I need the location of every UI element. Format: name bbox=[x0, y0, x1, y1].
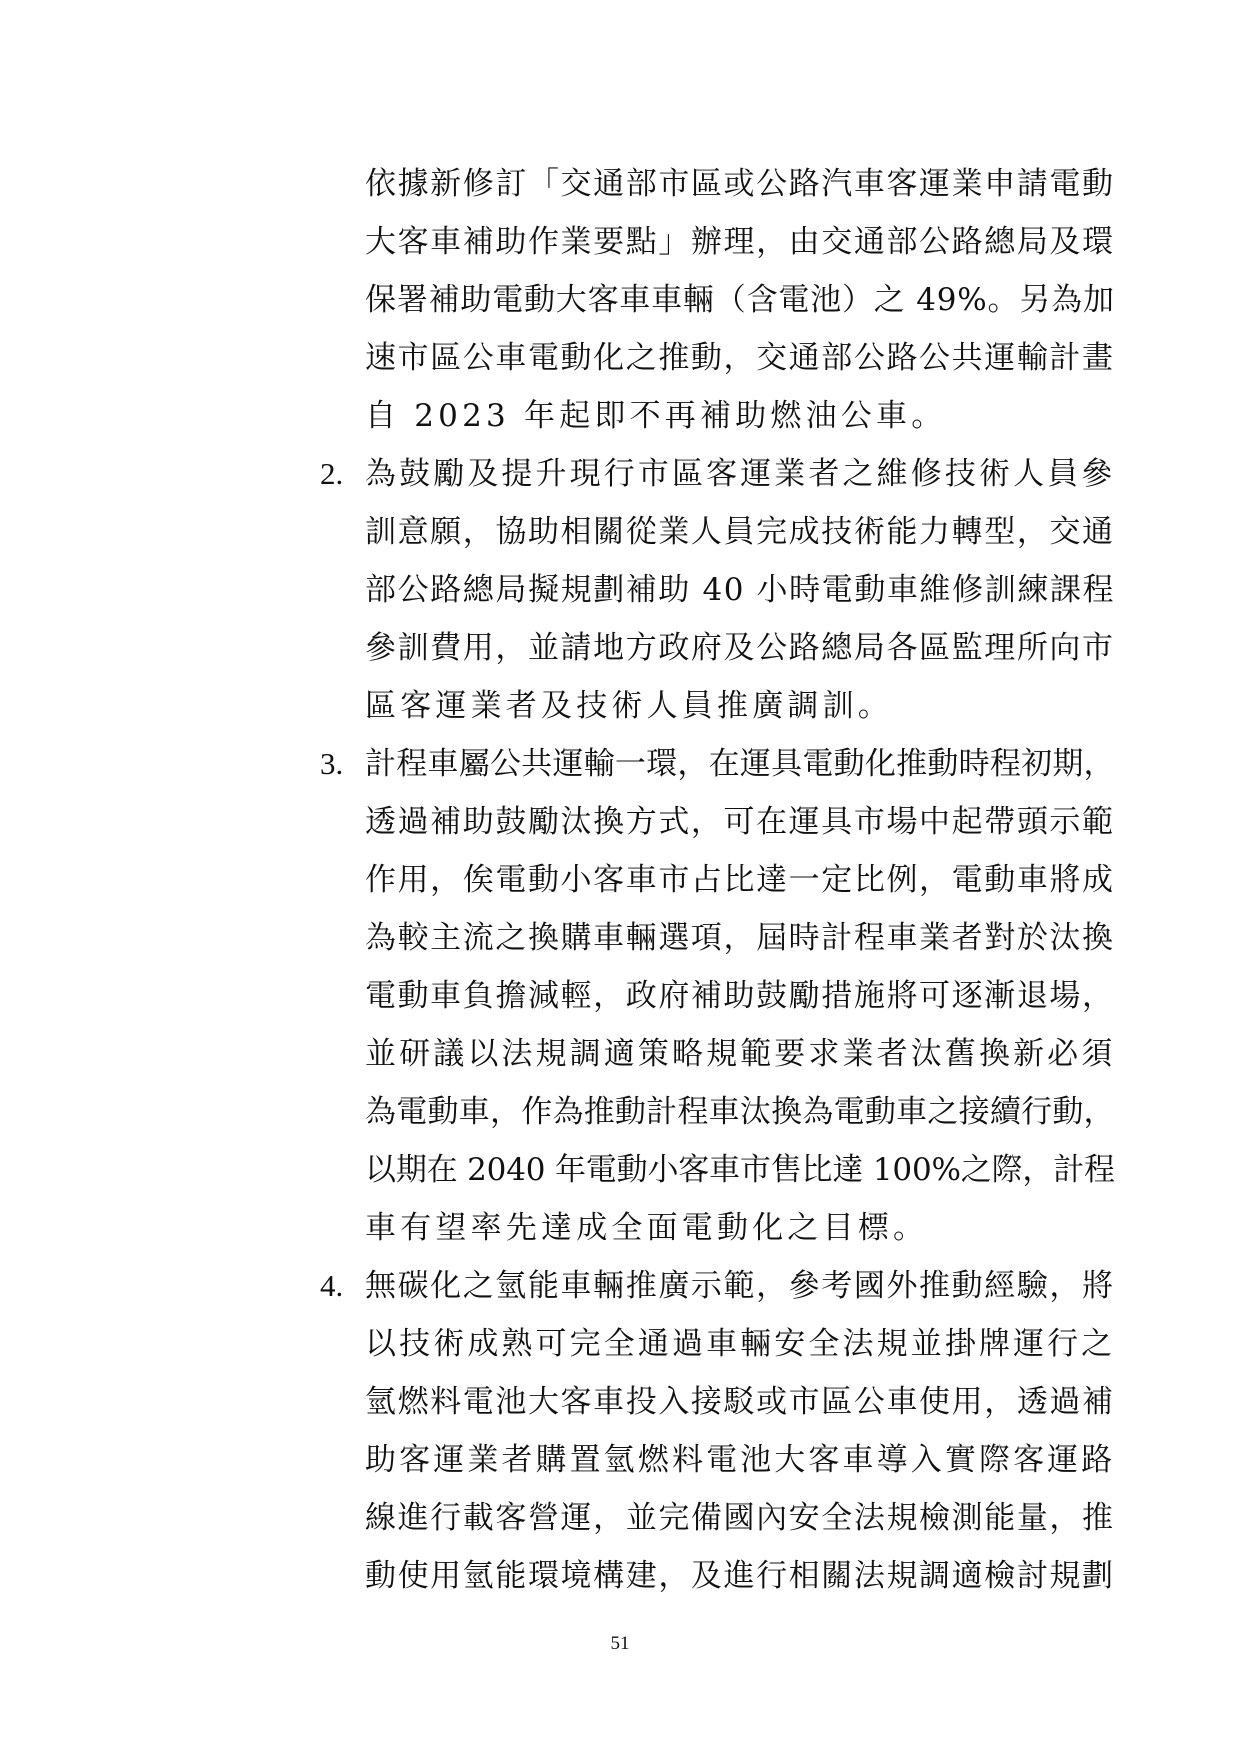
list-item-3-line-8: 以期在 2040 年電動小客車市售比達 100%之際，計程 bbox=[365, 1152, 1115, 1188]
list-item-4-number: 4. bbox=[320, 1268, 344, 1303]
paragraph-1-line-4: 速市區公車電動化之推動，交通部公路公共運輸計畫 bbox=[365, 340, 1115, 376]
list-item-4-line-1: 無碳化之氫能車輛推廣示範，參考國外推動經驗，將 bbox=[365, 1268, 1115, 1304]
page-number: 51 bbox=[610, 1633, 630, 1654]
list-item-2-line-2: 訓意願，協助相關從業人員完成技術能力轉型，交通 bbox=[365, 514, 1115, 550]
list-item-3-line-4: 為較主流之換購車輛選項，屆時計程車業者對於汰換 bbox=[365, 920, 1115, 956]
list-item-4-line-2: 以技術成熟可完全通過車輛安全法規並掛牌運行之 bbox=[365, 1326, 1116, 1362]
list-item-3-line-7: 為電動車，作為推動計程車汰換為電動車之接續行動， bbox=[365, 1094, 1115, 1130]
list-item-3-line-9: 車有望率先達成全面電動化之目標。 bbox=[365, 1210, 929, 1246]
list-item-4-line-6: 動使用氫能環境構建，及進行相關法規調適檢討規劃 bbox=[365, 1558, 1115, 1594]
list-item-2-number: 2. bbox=[320, 456, 344, 491]
list-item-3-line-6: 並研議以法規調適策略規範要求業者汰舊換新必須 bbox=[365, 1036, 1116, 1072]
list-item-4-line-4: 助客運業者購置氫燃料電池大客車導入實際客運路 bbox=[365, 1442, 1116, 1478]
paragraph-1-line-2: 大客車補助作業要點」辦理，由交通部公路總局及環 bbox=[365, 224, 1115, 260]
list-item-3-line-1: 計程車屬公共運輸一環，在運具電動化推動時程初期， bbox=[365, 746, 1115, 782]
list-item-2-line-3: 部公路總局擬規劃補助 40 小時電動車維修訓練課程 bbox=[365, 572, 1116, 608]
list-item-4-line-5: 線進行載客營運，並完備國內安全法規檢測能量，推 bbox=[365, 1500, 1115, 1536]
paragraph-1-line-3: 保署補助電動大客車車輛（含電池）之 49%。另為加 bbox=[365, 282, 1115, 318]
list-item-2-line-4: 參訓費用，並請地方政府及公路總局各區監理所向市 bbox=[365, 630, 1115, 666]
list-item-3-line-5: 電動車負擔減輕，政府補助鼓勵措施將可逐漸退場， bbox=[365, 978, 1115, 1014]
list-item-4-line-3: 氫燃料電池大客車投入接駁或市區公車使用，透過補 bbox=[365, 1384, 1115, 1420]
paragraph-1-line-1: 依據新修訂「交通部市區或公路汽車客運業申請電動 bbox=[365, 166, 1115, 202]
list-item-2-line-1: 為鼓勵及提升現行市區客運業者之維修技術人員參 bbox=[365, 456, 1116, 492]
list-item-3-line-3: 作用，俟電動小客車市占比達一定比例，電動車將成 bbox=[365, 862, 1115, 898]
paragraph-1-line-5: 自 2023 年起即不再補助燃油公車。 bbox=[365, 398, 947, 434]
list-item-2-line-5: 區客運業者及技術人員推廣調訓。 bbox=[365, 688, 893, 724]
list-item-3-number: 3. bbox=[320, 746, 344, 781]
list-item-3-line-2: 透過補助鼓勵汰換方式，可在運具市場中起帶頭示範 bbox=[365, 804, 1115, 840]
